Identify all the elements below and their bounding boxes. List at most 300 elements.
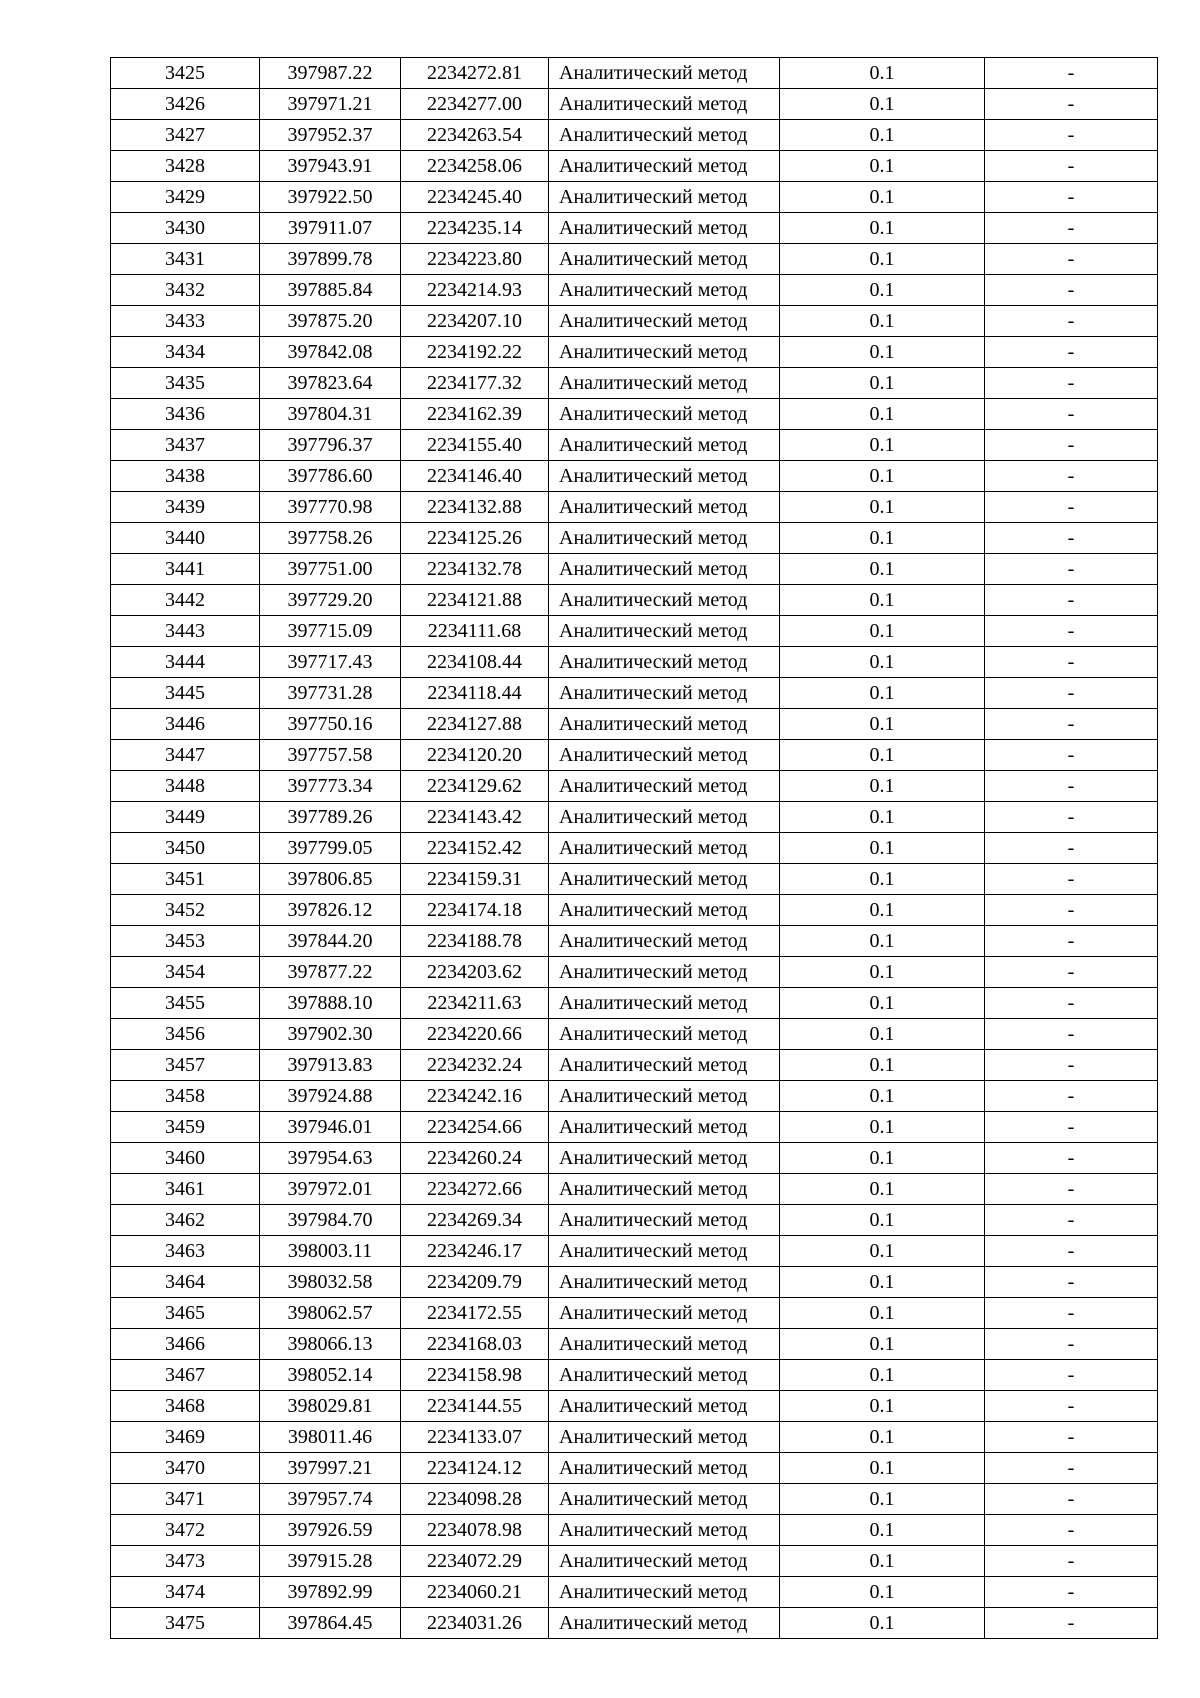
table-row (111, 461, 1158, 492)
table-row (111, 1391, 1158, 1422)
description-cell: - (985, 492, 1158, 523)
accuracy-cell: 0.1 (780, 1267, 985, 1298)
accuracy-cell: 0.1 (780, 771, 985, 802)
method-cell: Аналитический метод (549, 523, 780, 554)
x-coordinate-cell: 397997.21 (260, 1453, 401, 1484)
y-coordinate-cell: 2234129.62 (401, 771, 549, 802)
accuracy-cell: 0.1 (780, 833, 985, 864)
table-row (111, 523, 1158, 554)
accuracy-cell: 0.1 (780, 647, 985, 678)
accuracy-cell: 0.1 (780, 1112, 985, 1143)
y-coordinate-cell: 2234098.28 (401, 1484, 549, 1515)
accuracy-cell: 0.1 (780, 213, 985, 244)
table-row (111, 1360, 1158, 1391)
x-coordinate-cell: 397770.98 (260, 492, 401, 523)
method-cell: Аналитический метод (549, 306, 780, 337)
accuracy-cell: 0.1 (780, 740, 985, 771)
x-coordinate-cell: 397987.22 (260, 58, 401, 89)
point-number-cell: 3441 (111, 554, 260, 585)
description-cell: - (985, 89, 1158, 120)
point-number-cell: 3431 (111, 244, 260, 275)
accuracy-cell: 0.1 (780, 709, 985, 740)
y-coordinate-cell: 2234060.21 (401, 1577, 549, 1608)
description-cell: - (985, 461, 1158, 492)
method-cell: Аналитический метод (549, 337, 780, 368)
method-cell: Аналитический метод (549, 1112, 780, 1143)
table-row (111, 740, 1158, 771)
table-row (111, 926, 1158, 957)
y-coordinate-cell: 2234121.88 (401, 585, 549, 616)
point-number-cell: 3466 (111, 1329, 260, 1360)
table-row (111, 306, 1158, 337)
point-number-cell: 3464 (111, 1267, 260, 1298)
x-coordinate-cell: 397796.37 (260, 430, 401, 461)
accuracy-cell: 0.1 (780, 1391, 985, 1422)
accuracy-cell: 0.1 (780, 244, 985, 275)
method-cell: Аналитический метод (549, 864, 780, 895)
accuracy-cell: 0.1 (780, 492, 985, 523)
description-cell: - (985, 1484, 1158, 1515)
x-coordinate-cell: 397946.01 (260, 1112, 401, 1143)
table-row (111, 1453, 1158, 1484)
x-coordinate-cell: 397717.43 (260, 647, 401, 678)
x-coordinate-cell: 397952.37 (260, 120, 401, 151)
point-number-cell: 3474 (111, 1577, 260, 1608)
x-coordinate-cell: 397922.50 (260, 182, 401, 213)
table-row (111, 616, 1158, 647)
table-row (111, 647, 1158, 678)
y-coordinate-cell: 2234242.16 (401, 1081, 549, 1112)
accuracy-cell: 0.1 (780, 461, 985, 492)
x-coordinate-cell: 397943.91 (260, 151, 401, 182)
method-cell: Аналитический метод (549, 1515, 780, 1546)
y-coordinate-cell: 2234211.63 (401, 988, 549, 1019)
y-coordinate-cell: 2234220.66 (401, 1019, 549, 1050)
x-coordinate-cell: 397971.21 (260, 89, 401, 120)
method-cell: Аналитический метод (549, 926, 780, 957)
point-number-cell: 3461 (111, 1174, 260, 1205)
accuracy-cell: 0.1 (780, 554, 985, 585)
table-row (111, 771, 1158, 802)
method-cell: Аналитический метод (549, 709, 780, 740)
y-coordinate-cell: 2234108.44 (401, 647, 549, 678)
description-cell: - (985, 926, 1158, 957)
table-row (111, 988, 1158, 1019)
method-cell: Аналитический метод (549, 151, 780, 182)
point-number-cell: 3465 (111, 1298, 260, 1329)
x-coordinate-cell: 397729.20 (260, 585, 401, 616)
x-coordinate-cell: 397715.09 (260, 616, 401, 647)
accuracy-cell: 0.1 (780, 1050, 985, 1081)
y-coordinate-cell: 2234146.40 (401, 461, 549, 492)
accuracy-cell: 0.1 (780, 1422, 985, 1453)
table-row (111, 58, 1158, 89)
method-cell: Аналитический метод (549, 1608, 780, 1639)
y-coordinate-cell: 2234277.00 (401, 89, 549, 120)
x-coordinate-cell: 397799.05 (260, 833, 401, 864)
accuracy-cell: 0.1 (780, 864, 985, 895)
table-row (111, 1267, 1158, 1298)
accuracy-cell: 0.1 (780, 1298, 985, 1329)
point-number-cell: 3469 (111, 1422, 260, 1453)
point-number-cell: 3473 (111, 1546, 260, 1577)
y-coordinate-cell: 2234120.20 (401, 740, 549, 771)
description-cell: - (985, 1112, 1158, 1143)
y-coordinate-cell: 2234072.29 (401, 1546, 549, 1577)
point-number-cell: 3443 (111, 616, 260, 647)
accuracy-cell: 0.1 (780, 926, 985, 957)
x-coordinate-cell: 397915.28 (260, 1546, 401, 1577)
x-coordinate-cell: 397913.83 (260, 1050, 401, 1081)
point-number-cell: 3435 (111, 368, 260, 399)
method-cell: Аналитический метод (549, 368, 780, 399)
method-cell: Аналитический метод (549, 1174, 780, 1205)
accuracy-cell: 0.1 (780, 120, 985, 151)
y-coordinate-cell: 2234158.98 (401, 1360, 549, 1391)
y-coordinate-cell: 2234124.12 (401, 1453, 549, 1484)
description-cell: - (985, 182, 1158, 213)
table-row (111, 1019, 1158, 1050)
x-coordinate-cell: 397911.07 (260, 213, 401, 244)
description-cell: - (985, 1546, 1158, 1577)
method-cell: Аналитический метод (549, 771, 780, 802)
point-number-cell: 3448 (111, 771, 260, 802)
description-cell: - (985, 616, 1158, 647)
point-number-cell: 3453 (111, 926, 260, 957)
table-row (111, 182, 1158, 213)
description-cell: - (985, 1515, 1158, 1546)
table-row (111, 275, 1158, 306)
description-cell: - (985, 58, 1158, 89)
method-cell: Аналитический метод (549, 275, 780, 306)
method-cell: Аналитический метод (549, 1453, 780, 1484)
accuracy-cell: 0.1 (780, 58, 985, 89)
y-coordinate-cell: 2234272.81 (401, 58, 549, 89)
point-number-cell: 3460 (111, 1143, 260, 1174)
y-coordinate-cell: 2234144.55 (401, 1391, 549, 1422)
description-cell: - (985, 1360, 1158, 1391)
point-number-cell: 3442 (111, 585, 260, 616)
method-cell: Аналитический метод (549, 1081, 780, 1112)
x-coordinate-cell: 397842.08 (260, 337, 401, 368)
x-coordinate-cell: 397750.16 (260, 709, 401, 740)
table-row (111, 1112, 1158, 1143)
description-cell: - (985, 1329, 1158, 1360)
description-cell: - (985, 678, 1158, 709)
accuracy-cell: 0.1 (780, 1546, 985, 1577)
method-cell: Аналитический метод (549, 120, 780, 151)
accuracy-cell: 0.1 (780, 306, 985, 337)
description-cell: - (985, 740, 1158, 771)
y-coordinate-cell: 2234192.22 (401, 337, 549, 368)
y-coordinate-cell: 2234031.26 (401, 1608, 549, 1639)
accuracy-cell: 0.1 (780, 1360, 985, 1391)
y-coordinate-cell: 2234188.78 (401, 926, 549, 957)
description-cell: - (985, 430, 1158, 461)
y-coordinate-cell: 2234143.42 (401, 802, 549, 833)
x-coordinate-cell: 397899.78 (260, 244, 401, 275)
x-coordinate-cell: 397757.58 (260, 740, 401, 771)
table-row (111, 399, 1158, 430)
y-coordinate-cell: 2234223.80 (401, 244, 549, 275)
point-number-cell: 3429 (111, 182, 260, 213)
y-coordinate-cell: 2234132.88 (401, 492, 549, 523)
description-cell: - (985, 337, 1158, 368)
x-coordinate-cell: 398062.57 (260, 1298, 401, 1329)
accuracy-cell: 0.1 (780, 1081, 985, 1112)
coordinates-table-body (111, 58, 1158, 1639)
table-row (111, 1329, 1158, 1360)
description-cell: - (985, 1298, 1158, 1329)
accuracy-cell: 0.1 (780, 430, 985, 461)
x-coordinate-cell: 397826.12 (260, 895, 401, 926)
y-coordinate-cell: 2234125.26 (401, 523, 549, 554)
method-cell: Аналитический метод (549, 585, 780, 616)
method-cell: Аналитический метод (549, 678, 780, 709)
y-coordinate-cell: 2234174.18 (401, 895, 549, 926)
accuracy-cell: 0.1 (780, 1329, 985, 1360)
point-number-cell: 3450 (111, 833, 260, 864)
point-number-cell: 3436 (111, 399, 260, 430)
x-coordinate-cell: 397844.20 (260, 926, 401, 957)
description-cell: - (985, 1608, 1158, 1639)
description-cell: - (985, 802, 1158, 833)
accuracy-cell: 0.1 (780, 1484, 985, 1515)
method-cell: Аналитический метод (549, 399, 780, 430)
description-cell: - (985, 399, 1158, 430)
table-row (111, 89, 1158, 120)
accuracy-cell: 0.1 (780, 1019, 985, 1050)
method-cell: Аналитический метод (549, 616, 780, 647)
description-cell: - (985, 306, 1158, 337)
method-cell: Аналитический метод (549, 58, 780, 89)
x-coordinate-cell: 397823.64 (260, 368, 401, 399)
point-number-cell: 3447 (111, 740, 260, 771)
description-cell: - (985, 523, 1158, 554)
accuracy-cell: 0.1 (780, 368, 985, 399)
x-coordinate-cell: 397751.00 (260, 554, 401, 585)
point-number-cell: 3426 (111, 89, 260, 120)
y-coordinate-cell: 2234260.24 (401, 1143, 549, 1174)
description-cell: - (985, 771, 1158, 802)
x-coordinate-cell: 397892.99 (260, 1577, 401, 1608)
description-cell: - (985, 1174, 1158, 1205)
y-coordinate-cell: 2234232.24 (401, 1050, 549, 1081)
y-coordinate-cell: 2234172.55 (401, 1298, 549, 1329)
accuracy-cell: 0.1 (780, 1577, 985, 1608)
point-number-cell: 3470 (111, 1453, 260, 1484)
description-cell: - (985, 368, 1158, 399)
description-cell: - (985, 709, 1158, 740)
method-cell: Аналитический метод (549, 1391, 780, 1422)
method-cell: Аналитический метод (549, 895, 780, 926)
description-cell: - (985, 988, 1158, 1019)
description-cell: - (985, 1019, 1158, 1050)
point-number-cell: 3434 (111, 337, 260, 368)
y-coordinate-cell: 2234235.14 (401, 213, 549, 244)
y-coordinate-cell: 2234258.06 (401, 151, 549, 182)
point-number-cell: 3427 (111, 120, 260, 151)
method-cell: Аналитический метод (549, 1267, 780, 1298)
table-row (111, 1484, 1158, 1515)
y-coordinate-cell: 2234078.98 (401, 1515, 549, 1546)
point-number-cell: 3452 (111, 895, 260, 926)
y-coordinate-cell: 2234254.66 (401, 1112, 549, 1143)
description-cell: - (985, 275, 1158, 306)
table-row (111, 1515, 1158, 1546)
method-cell: Аналитический метод (549, 1019, 780, 1050)
y-coordinate-cell: 2234159.31 (401, 864, 549, 895)
method-cell: Аналитический метод (549, 740, 780, 771)
method-cell: Аналитический метод (549, 1422, 780, 1453)
x-coordinate-cell: 397902.30 (260, 1019, 401, 1050)
x-coordinate-cell: 397984.70 (260, 1205, 401, 1236)
y-coordinate-cell: 2234207.10 (401, 306, 549, 337)
point-number-cell: 3462 (111, 1205, 260, 1236)
x-coordinate-cell: 397731.28 (260, 678, 401, 709)
y-coordinate-cell: 2234209.79 (401, 1267, 549, 1298)
accuracy-cell: 0.1 (780, 585, 985, 616)
x-coordinate-cell: 397864.45 (260, 1608, 401, 1639)
method-cell: Аналитический метод (549, 1143, 780, 1174)
table-row (111, 833, 1158, 864)
table-row (111, 368, 1158, 399)
point-number-cell: 3456 (111, 1019, 260, 1050)
x-coordinate-cell: 397957.74 (260, 1484, 401, 1515)
description-cell: - (985, 1453, 1158, 1484)
x-coordinate-cell: 398029.81 (260, 1391, 401, 1422)
accuracy-cell: 0.1 (780, 1236, 985, 1267)
point-number-cell: 3438 (111, 461, 260, 492)
point-number-cell: 3439 (111, 492, 260, 523)
point-number-cell: 3475 (111, 1608, 260, 1639)
x-coordinate-cell: 398066.13 (260, 1329, 401, 1360)
table-row (111, 120, 1158, 151)
method-cell: Аналитический метод (549, 1236, 780, 1267)
table-row (111, 244, 1158, 275)
x-coordinate-cell: 397758.26 (260, 523, 401, 554)
description-cell: - (985, 833, 1158, 864)
y-coordinate-cell: 2234132.78 (401, 554, 549, 585)
method-cell: Аналитический метод (549, 492, 780, 523)
accuracy-cell: 0.1 (780, 1453, 985, 1484)
point-number-cell: 3433 (111, 306, 260, 337)
accuracy-cell: 0.1 (780, 399, 985, 430)
description-cell: - (985, 1143, 1158, 1174)
table-row (111, 1081, 1158, 1112)
method-cell: Аналитический метод (549, 1546, 780, 1577)
table-row (111, 957, 1158, 988)
point-number-cell: 3468 (111, 1391, 260, 1422)
accuracy-cell: 0.1 (780, 89, 985, 120)
x-coordinate-cell: 397924.88 (260, 1081, 401, 1112)
point-number-cell: 3459 (111, 1112, 260, 1143)
coordinates-table (110, 57, 1158, 1639)
method-cell: Аналитический метод (549, 1298, 780, 1329)
accuracy-cell: 0.1 (780, 616, 985, 647)
point-number-cell: 3457 (111, 1050, 260, 1081)
accuracy-cell: 0.1 (780, 678, 985, 709)
x-coordinate-cell: 397926.59 (260, 1515, 401, 1546)
method-cell: Аналитический метод (549, 1360, 780, 1391)
table-row (111, 802, 1158, 833)
table-row (111, 1608, 1158, 1639)
table-row (111, 678, 1158, 709)
accuracy-cell: 0.1 (780, 957, 985, 988)
accuracy-cell: 0.1 (780, 1515, 985, 1546)
x-coordinate-cell: 397954.63 (260, 1143, 401, 1174)
point-number-cell: 3432 (111, 275, 260, 306)
method-cell: Аналитический метод (549, 182, 780, 213)
y-coordinate-cell: 2234246.17 (401, 1236, 549, 1267)
y-coordinate-cell: 2234152.42 (401, 833, 549, 864)
description-cell: - (985, 213, 1158, 244)
table-row (111, 1298, 1158, 1329)
point-number-cell: 3467 (111, 1360, 260, 1391)
table-row (111, 895, 1158, 926)
x-coordinate-cell: 397786.60 (260, 461, 401, 492)
x-coordinate-cell: 398011.46 (260, 1422, 401, 1453)
method-cell: Аналитический метод (549, 1050, 780, 1081)
y-coordinate-cell: 2234127.88 (401, 709, 549, 740)
method-cell: Аналитический метод (549, 1577, 780, 1608)
method-cell: Аналитический метод (549, 647, 780, 678)
y-coordinate-cell: 2234245.40 (401, 182, 549, 213)
y-coordinate-cell: 2234263.54 (401, 120, 549, 151)
accuracy-cell: 0.1 (780, 337, 985, 368)
y-coordinate-cell: 2234162.39 (401, 399, 549, 430)
accuracy-cell: 0.1 (780, 1143, 985, 1174)
point-number-cell: 3463 (111, 1236, 260, 1267)
x-coordinate-cell: 397885.84 (260, 275, 401, 306)
method-cell: Аналитический метод (549, 213, 780, 244)
description-cell: - (985, 1205, 1158, 1236)
description-cell: - (985, 957, 1158, 988)
table-row (111, 151, 1158, 182)
y-coordinate-cell: 2234133.07 (401, 1422, 549, 1453)
description-cell: - (985, 1391, 1158, 1422)
accuracy-cell: 0.1 (780, 275, 985, 306)
point-number-cell: 3445 (111, 678, 260, 709)
method-cell: Аналитический метод (549, 554, 780, 585)
point-number-cell: 3451 (111, 864, 260, 895)
table-row (111, 585, 1158, 616)
description-cell: - (985, 244, 1158, 275)
x-coordinate-cell: 397804.31 (260, 399, 401, 430)
method-cell: Аналитический метод (549, 802, 780, 833)
description-cell: - (985, 585, 1158, 616)
point-number-cell: 3440 (111, 523, 260, 554)
point-number-cell: 3455 (111, 988, 260, 1019)
x-coordinate-cell: 398032.58 (260, 1267, 401, 1298)
method-cell: Аналитический метод (549, 1205, 780, 1236)
method-cell: Аналитический метод (549, 89, 780, 120)
description-cell: - (985, 1236, 1158, 1267)
y-coordinate-cell: 2234272.66 (401, 1174, 549, 1205)
point-number-cell: 3437 (111, 430, 260, 461)
description-cell: - (985, 647, 1158, 678)
description-cell: - (985, 1267, 1158, 1298)
table-row (111, 1546, 1158, 1577)
description-cell: - (985, 151, 1158, 182)
description-cell: - (985, 1081, 1158, 1112)
point-number-cell: 3472 (111, 1515, 260, 1546)
point-number-cell: 3430 (111, 213, 260, 244)
accuracy-cell: 0.1 (780, 988, 985, 1019)
table-row (111, 1577, 1158, 1608)
point-number-cell: 3471 (111, 1484, 260, 1515)
table-row (111, 709, 1158, 740)
